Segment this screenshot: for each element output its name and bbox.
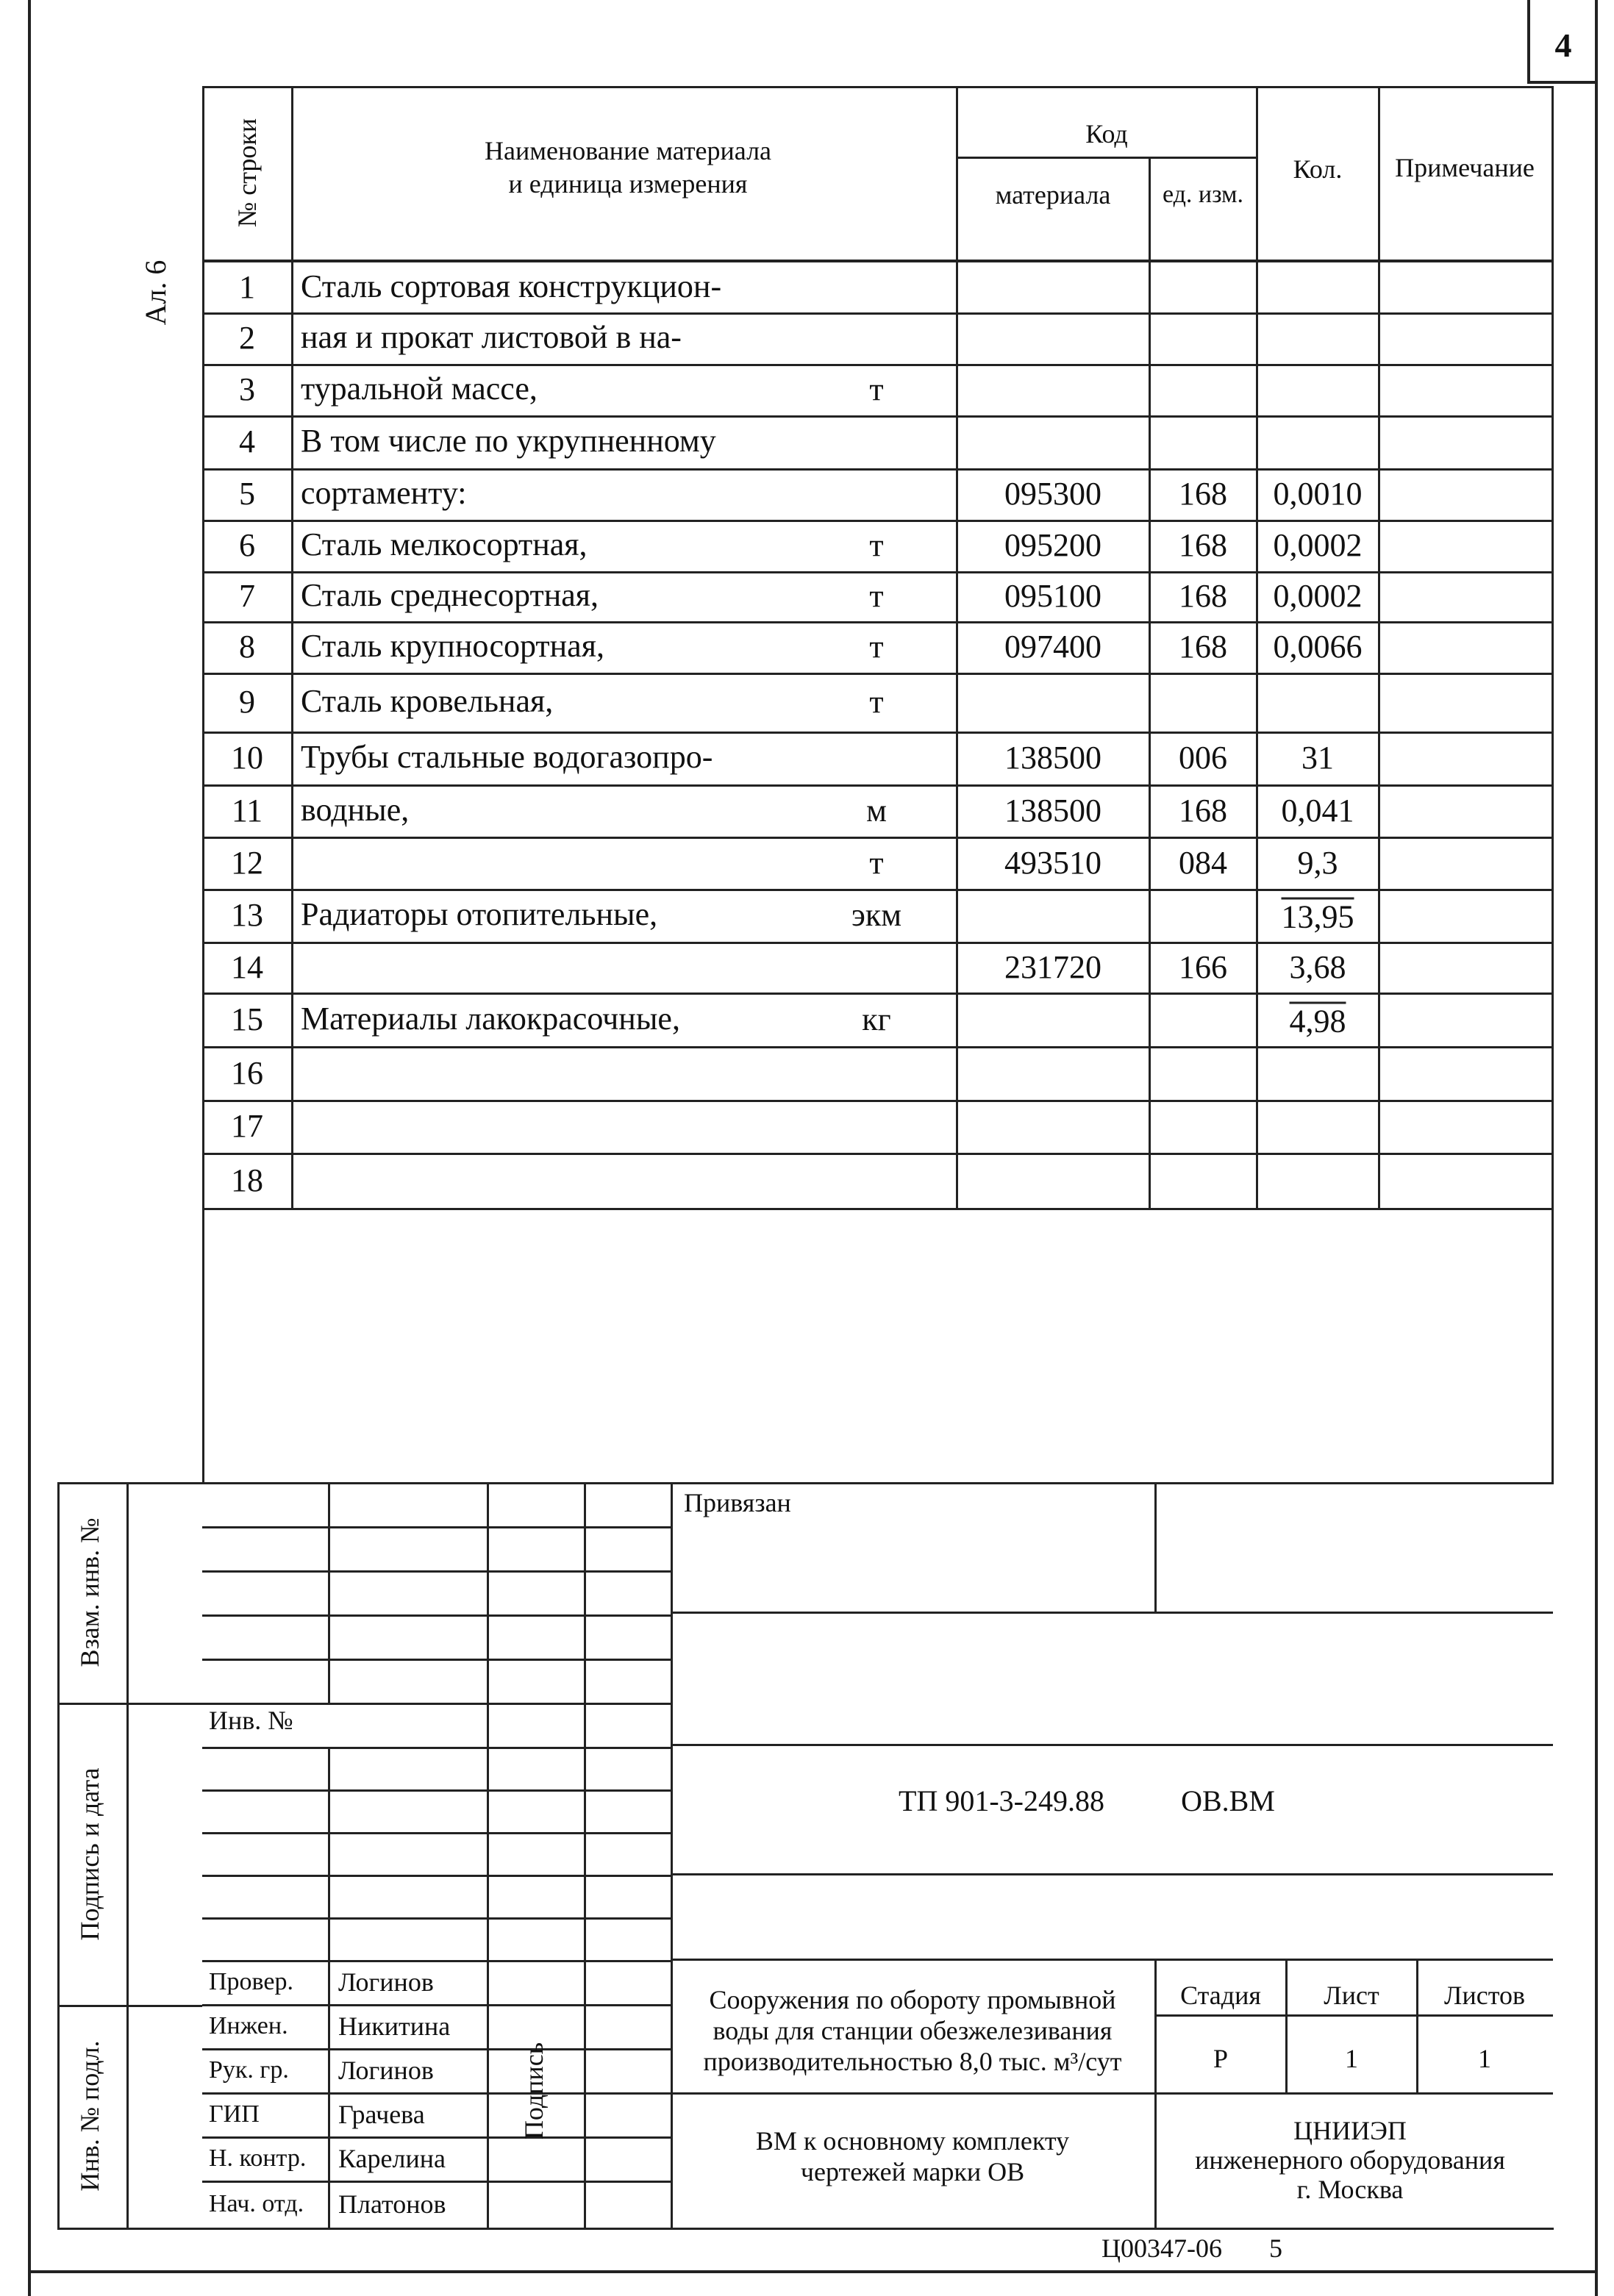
table-row-line xyxy=(202,415,1554,418)
table-row-number: 12 xyxy=(231,844,263,881)
table-row-line xyxy=(202,673,1554,675)
header-code: Код xyxy=(1085,119,1128,149)
stamp-person-name: Платонов xyxy=(338,2189,446,2219)
table-row-unit-code: 168 xyxy=(1179,476,1227,512)
privyazan-label: Привязан xyxy=(684,1488,791,1517)
table-row-unit: т xyxy=(869,578,884,614)
table-col-divider xyxy=(1256,86,1258,1208)
table-row-unit-code: 168 xyxy=(1179,578,1227,614)
stamp-col xyxy=(328,1747,330,2229)
table-row-number: 6 xyxy=(239,527,255,563)
stamp-grid-row xyxy=(202,2004,585,2006)
stamp-person-name: Никитина xyxy=(338,2011,451,2041)
side-strip-sep xyxy=(57,2005,202,2007)
table-row-unit: кг xyxy=(862,1001,891,1037)
table-row-line xyxy=(202,993,1554,995)
stamp-grid-row xyxy=(584,2004,672,2006)
side-vzam-label: Взам. инв. № xyxy=(75,1517,104,1667)
table-row-qty: 4,98 xyxy=(1289,1003,1346,1039)
table-row-name: Сталь мелкосортная, xyxy=(301,526,588,562)
stamp-top xyxy=(202,1482,1554,1484)
stamp-col xyxy=(671,1482,673,2229)
table-code-divider xyxy=(956,157,1257,159)
stamp-grid-row xyxy=(202,1526,673,1528)
table-row-unit-code: 168 xyxy=(1179,792,1227,829)
table-row-number: 16 xyxy=(231,1054,263,1091)
table-row-name: Сталь среднесортная, xyxy=(301,577,599,613)
header-note: Примечание xyxy=(1395,153,1535,182)
table-row-number: 9 xyxy=(239,684,255,720)
title-line3: производительностью 8,0 тыс. м³/сут xyxy=(703,2047,1122,2076)
table-row-number: 7 xyxy=(239,578,255,614)
table-row-number: 15 xyxy=(231,1001,263,1037)
table-row-number: 5 xyxy=(239,476,255,512)
footer-page: 5 xyxy=(1269,2234,1282,2263)
table-row-line xyxy=(202,621,1554,623)
table-row-name: Материалы лакокрасочные, xyxy=(301,1000,680,1037)
side-label: Ал. 6 xyxy=(139,260,172,326)
stamp-col xyxy=(487,1482,489,2229)
table-row-name: сортаменту: xyxy=(301,475,467,511)
table-row-name: Трубы стальные водогазопро- xyxy=(301,739,713,775)
table-row-unit: т xyxy=(869,527,884,563)
table-row-number: 14 xyxy=(231,948,263,985)
table-row-qty: 0,0010 xyxy=(1273,476,1363,512)
header-qty: Кол. xyxy=(1293,154,1343,184)
stamp-right-row xyxy=(671,1744,1553,1746)
table-row-name: В том числе по укрупненному xyxy=(301,423,716,459)
table-row-line xyxy=(202,571,1554,573)
table-row-name: Сталь сортовая конструкцион- xyxy=(301,268,722,304)
table-row-unit-code: 168 xyxy=(1179,629,1227,665)
stamp-grid-row xyxy=(584,2048,672,2050)
stamp-col xyxy=(584,1482,586,2229)
table-row-code: 138500 xyxy=(1004,740,1101,776)
title-line1: Сооружения по обороту промывной xyxy=(709,1985,1116,2014)
table-row-line xyxy=(202,784,1554,787)
stamp-right-row xyxy=(671,1873,1553,1875)
stage-col xyxy=(1416,1959,1418,2094)
footer-code: Ц00347-06 xyxy=(1101,2234,1222,2263)
table-row-line xyxy=(202,1153,1554,1155)
stamp-right-row xyxy=(671,2092,1553,2095)
stamp-grid-row xyxy=(202,1570,673,1573)
table-row-name: Радиаторы отопительные, xyxy=(301,896,658,932)
table-row-code: 231720 xyxy=(1004,948,1101,985)
table-row-name: Сталь крупносортная, xyxy=(301,628,604,664)
table-row-name: туральной массе, xyxy=(301,371,538,407)
stamp-role: Провер. xyxy=(209,1968,293,1995)
stamp-person-name: Логинов xyxy=(338,2056,434,2085)
table-row-line xyxy=(202,520,1554,522)
table-col-divider xyxy=(956,86,958,1208)
desc-line1: ВМ к основному комплекту xyxy=(755,2126,1070,2156)
table-row-line xyxy=(202,1100,1554,1102)
stamp-right-row xyxy=(671,1612,1553,1614)
stage-value: Р xyxy=(1213,2044,1229,2073)
table-row-line xyxy=(202,312,1554,315)
side-strip-top xyxy=(57,1482,202,1484)
table-row-qty: 0,0002 xyxy=(1273,578,1363,614)
table-row-qty: 31 xyxy=(1301,740,1334,776)
header-code-unit: ед. изм. xyxy=(1162,181,1244,208)
page-number: 4 xyxy=(1554,26,1572,64)
table-row-name: Сталь кровельная, xyxy=(301,683,554,719)
stamp-grid-row xyxy=(202,1659,673,1661)
table-row-line xyxy=(202,1208,1554,1210)
sheets-label: Листов xyxy=(1444,1981,1525,2010)
side-strip-sep xyxy=(57,1703,202,1705)
privyazan-divider xyxy=(1154,1482,1157,1613)
header-code-material: материала xyxy=(995,180,1111,210)
org-line3: г. Москва xyxy=(1296,2175,1404,2204)
stamp-role: Нач. отд. xyxy=(209,2190,304,2217)
table-row-line xyxy=(202,942,1554,944)
stamp-bottom xyxy=(57,2228,1554,2230)
doc-code: ТП 901-3-249.88 xyxy=(899,1784,1104,1817)
table-row-code: 095200 xyxy=(1004,527,1101,563)
table-top-border xyxy=(202,86,1554,88)
stamp-grid-row xyxy=(202,1960,673,1962)
table-row-name: ная и прокат листовой в на- xyxy=(301,319,682,355)
table-row-number: 3 xyxy=(239,371,255,407)
org-line2: инженерного оборудования xyxy=(1195,2145,1505,2175)
table-row-qty: 0,0066 xyxy=(1273,629,1363,665)
stamp-grid-row xyxy=(584,2136,672,2139)
stamp-role: Инжен. xyxy=(209,2012,288,2039)
stamp-person-name: Грачева xyxy=(338,2100,425,2129)
table-row-unit-code: 084 xyxy=(1179,844,1227,881)
side-podpis-label: Подпись и дата xyxy=(75,1767,104,1941)
table-row-number: 17 xyxy=(231,1108,263,1144)
stamp-right-row xyxy=(671,1959,1553,1961)
stamp-grid-row xyxy=(202,1703,673,1705)
table-row-number: 11 xyxy=(231,792,263,829)
table-row-line xyxy=(202,1046,1554,1048)
side-inv-label: Инв. № подл. xyxy=(75,2040,104,2192)
table-row-number: 1 xyxy=(239,269,255,305)
frame-left xyxy=(28,0,31,2296)
desc-line2: чертежей марки ОВ xyxy=(800,2157,1025,2186)
table-row-number: 2 xyxy=(239,320,255,356)
table-row-qty: 13,95 xyxy=(1281,898,1354,935)
table-row-unit: м xyxy=(866,792,887,829)
table-row-line xyxy=(202,468,1554,471)
stamp-grid-row xyxy=(202,1875,673,1877)
stage-label: Стадия xyxy=(1180,1981,1261,2010)
stamp-role: ГИП xyxy=(209,2100,260,2128)
table-row-unit-code: 166 xyxy=(1179,948,1227,985)
table-row-qty: 9,3 xyxy=(1297,844,1338,881)
table-row-unit-code: 168 xyxy=(1179,527,1227,563)
title-stage-divider xyxy=(1154,1959,1157,2229)
stamp-grid-row xyxy=(584,2181,672,2183)
frame-bottom xyxy=(28,2270,1598,2273)
stamp-grid-row xyxy=(202,1747,673,1749)
side-strip-divider xyxy=(126,1482,129,2229)
table-row-number: 13 xyxy=(231,897,263,933)
stamp-role: Рук. гр. xyxy=(209,2056,289,2084)
table-row-unit: экм xyxy=(851,897,902,933)
doc-mark: ОВ.ВМ xyxy=(1181,1784,1275,1817)
table-row-code: 138500 xyxy=(1004,792,1101,829)
table-row-code: 095100 xyxy=(1004,578,1101,614)
stage-col xyxy=(1285,1959,1288,2094)
stamp-grid-row xyxy=(584,2092,672,2095)
table-row-line xyxy=(202,364,1554,366)
stamp-grid-row xyxy=(202,1789,673,1792)
title-line2: воды для станции обезжелезивания xyxy=(713,2016,1113,2045)
stamp-grid-row xyxy=(202,1917,673,1920)
stamp-role: Н. контр. xyxy=(209,2145,307,2172)
table-row-unit: т xyxy=(869,844,884,881)
table-header-bottom xyxy=(202,260,1554,262)
stamp-grid-row xyxy=(202,1614,673,1617)
table-row-unit: т xyxy=(869,371,884,407)
sheet-value: 1 xyxy=(1345,2044,1358,2073)
table-row-qty: 0,0002 xyxy=(1273,527,1363,563)
stamp-col xyxy=(328,1482,330,1703)
table-row-code: 493510 xyxy=(1004,844,1101,881)
table-col-divider xyxy=(1378,86,1380,1208)
table-row-unit: т xyxy=(869,629,884,665)
header-row-no: № строки xyxy=(232,118,262,228)
table-row-qty: 0,041 xyxy=(1281,792,1354,829)
sheet-label: Лист xyxy=(1324,1981,1379,2010)
frame-right xyxy=(1595,0,1598,2296)
table-row-number: 4 xyxy=(239,423,255,459)
table-row-qty: 3,68 xyxy=(1289,948,1346,985)
table-row-code: 097400 xyxy=(1004,629,1101,665)
table-row-code: 095300 xyxy=(1004,476,1101,512)
table-row-unit-code: 006 xyxy=(1179,740,1227,776)
table-row-unit: т xyxy=(869,684,884,720)
org-line1: ЦНИИЭП xyxy=(1293,2116,1407,2145)
stamp-grid-row xyxy=(202,2181,585,2183)
stamp-person-name: Карелина xyxy=(338,2144,446,2173)
table-row-line xyxy=(202,889,1554,891)
sheets-value: 1 xyxy=(1478,2044,1491,2073)
table-col-divider xyxy=(291,86,293,1208)
table-row-number: 18 xyxy=(231,1162,263,1198)
page-box-bottom xyxy=(1527,81,1598,84)
table-row-line xyxy=(202,732,1554,734)
stage-row xyxy=(1154,2014,1553,2017)
side-strip-left xyxy=(57,1482,60,2229)
podpis-vertical: Подпись xyxy=(519,2042,549,2140)
header-name-line2: и единица измерения xyxy=(508,169,748,199)
stamp-grid-row xyxy=(202,1832,673,1834)
inv-no-label: Инв. № xyxy=(209,1706,293,1735)
table-row-number: 10 xyxy=(231,740,263,776)
table-row-name: водные, xyxy=(301,791,410,828)
stamp-person-name: Логинов xyxy=(338,1967,434,1997)
table-row-line xyxy=(202,837,1554,839)
header-name-line1: Наименование материала xyxy=(484,136,772,165)
table-row-number: 8 xyxy=(239,629,255,665)
page-box-left xyxy=(1527,0,1530,82)
